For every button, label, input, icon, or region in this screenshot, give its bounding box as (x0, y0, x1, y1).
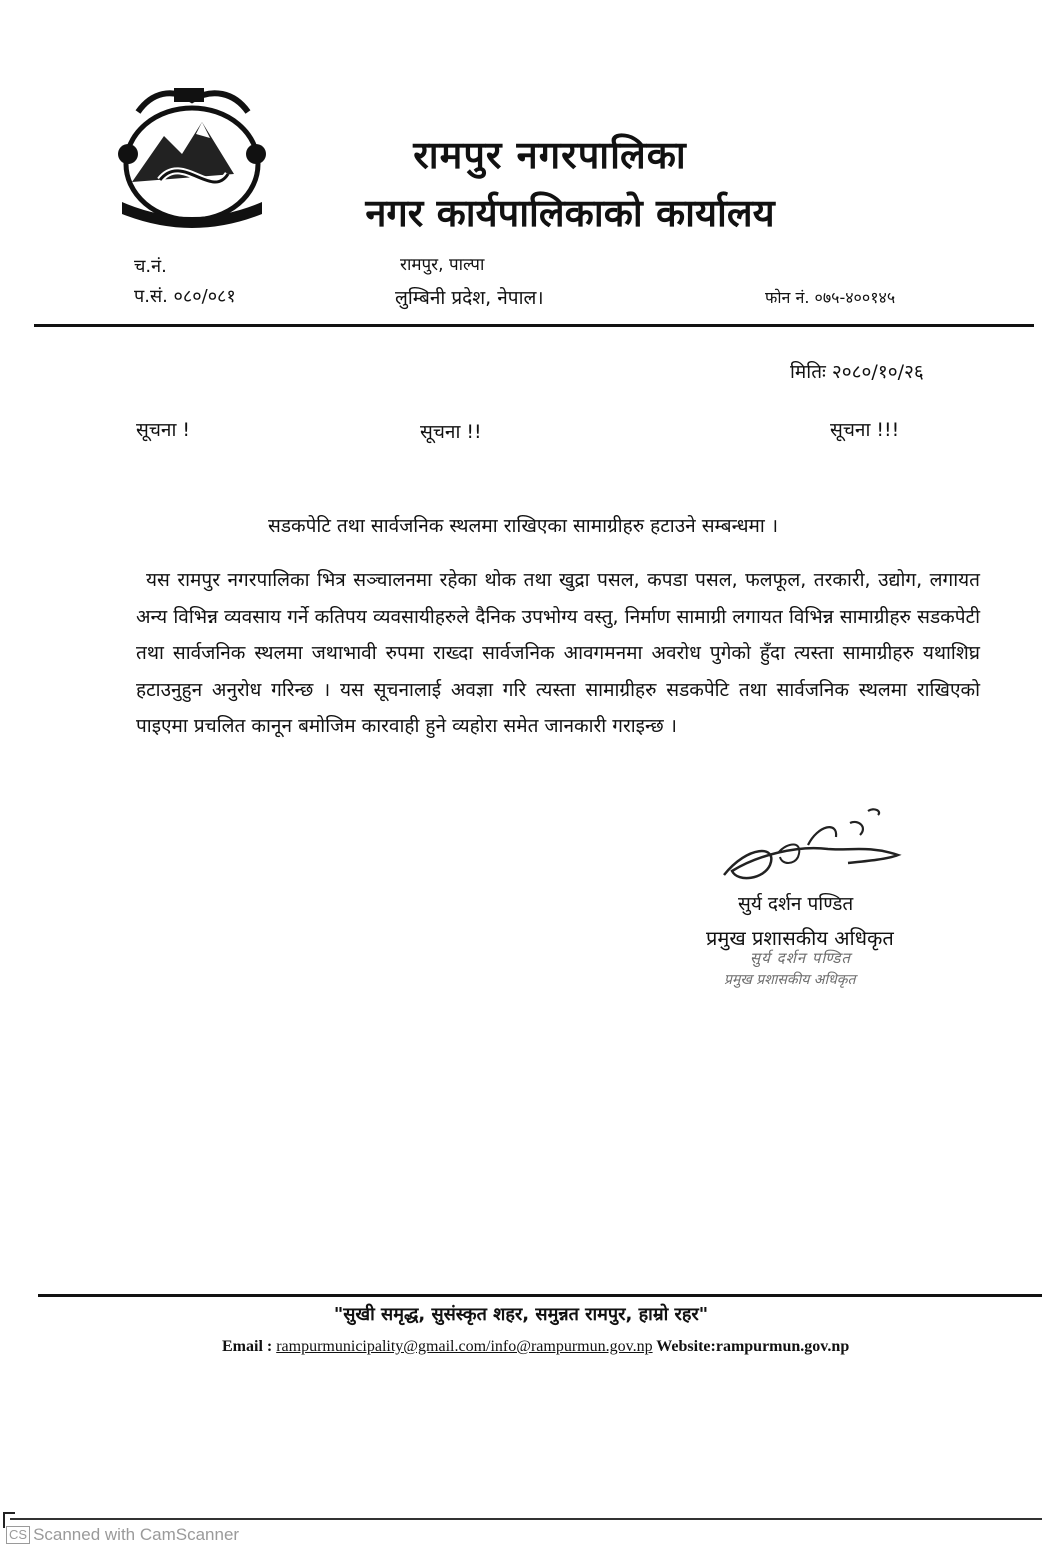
header-divider (34, 324, 1034, 327)
fiscal-year: प.सं. ०८०/०८१ (134, 286, 236, 307)
email-label: Email : (222, 1338, 273, 1355)
letter-body: यस रामपुर नगरपालिका भित्र सञ्चालनमा रहेका थोक तथा खुद्रा पसल, कपडा पसल, फलफूल, तरकारी, उद्योग, लगायत अन्य विभिन्न व्यवसाय गर्ने कतिपय व्यवसायीहरुले दैनिक उपभोग्य वस्तु, निर्माण सामाग्री लगायत विभिन्न सामाग्रीहरु सडकपेटी तथा सार्वजनिक स्थलमा जथाभावी रुपमा राख्दा सार्वजनिक आवगमनमा अवरोध पुगेको हुँदा त्यस्ता सामाग्रीहरु यथाशिघ्र हटाउनुहुन अनुरोध गरिन्छ । यस सूचनालाई अवज्ञा गरि त्यस्ता सामाग्रीहरु सडकपेटि तथा सार्वजनिक स्थलमा राखिएको पाइएमा प्रचलित कानून बमोजिम कारवाही हुने व्यहोरा समेत जानकारी गराइन्छ । (136, 569, 980, 737)
stamp-name: सुर्य दर्शन पण्डित (750, 949, 851, 967)
footer-slogan: "सुखी समृद्ध, सुसंस्कृत शहर, समुन्नत रामपुर, हाम्रो रहर" (333, 1304, 709, 1325)
nepal-emblem-icon (102, 82, 280, 234)
address-line-1: रामपुर, पाल्पा (400, 255, 485, 275)
notice-label-1: सूचना ! (136, 419, 191, 441)
camscanner-watermark (6, 1525, 239, 1545)
email-link[interactable]: rampurmunicipality@gmail.com/info@rampurmun.gov.np (276, 1338, 653, 1355)
camscanner-text: Scanned with CamScanner (33, 1525, 240, 1544)
official-stamp (724, 948, 904, 994)
handwritten-signature-icon (718, 805, 918, 895)
address-line-2: लुम्बिनी प्रदेश, नेपाल। (395, 287, 544, 309)
footer-divider (38, 1294, 1042, 1297)
camscanner-badge: CS (6, 1526, 30, 1544)
website-link[interactable]: Website:rampurmun.gov.np (656, 1338, 850, 1355)
municipality-name: रामपुर नगरपालिका (413, 133, 687, 177)
letter-subject: सडकपेटि तथा सार्वजनिक स्थलमा राखिएका सामाग्रीहरु हटाउने सम्बन्धमा । (268, 515, 779, 537)
phone-number: फोन नं. ०७५-४००१४५ (765, 288, 896, 307)
stamp-title: प्रमुख प्रशासकीय अधिकृत (724, 972, 856, 988)
ref-no-label: च.नं. (134, 256, 167, 277)
notice-label-2: सूचना !! (420, 421, 482, 443)
letter-date: मितिः २०८०/१०/२६ (790, 361, 924, 383)
scan-bottom-line (10, 1518, 1042, 1520)
office-name: नगर कार्यपालिकाको कार्यालय (365, 191, 775, 235)
signatory-name: सुर्य दर्शन पण्डित (738, 893, 854, 915)
footer-contact (222, 1338, 849, 1356)
notice-label-3: सूचना !!! (830, 419, 900, 441)
signatory-title: प्रमुख प्रशासकीय अधिकृत (706, 926, 894, 950)
